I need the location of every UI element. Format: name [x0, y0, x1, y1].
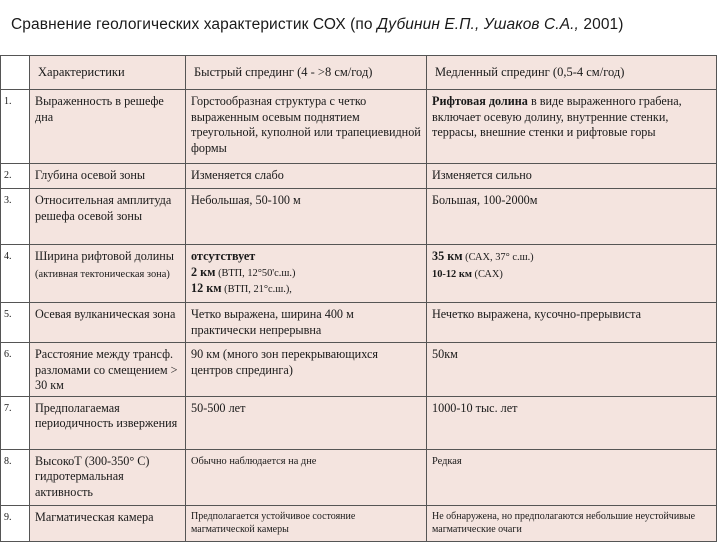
- slow-width-1-note: (САХ, 37° с.ш.): [462, 252, 534, 263]
- row-slow-value: 1000-10 тыс. лет: [427, 396, 717, 449]
- row-characteristic: Глубина осевой зоны: [30, 164, 186, 189]
- comparison-table: [0, 55, 717, 542]
- row-slow-value: Не обнаружена, но предполагаются небольшие неустойчивые магматические очаги: [427, 505, 717, 541]
- row-slow-value: [427, 245, 717, 303]
- row-slow-text: в виде выраженного грабена, включает осевую долину, внутренние стенки, террасы, внешние стенки и рифтовые горы: [432, 94, 682, 139]
- table-row: [1, 189, 717, 245]
- row-number: 8.: [1, 449, 30, 505]
- title-authors: Дубинин Е.П., Ушаков С.А.,: [377, 16, 579, 33]
- row-slow-value: [427, 90, 717, 164]
- header-slow-spreading: Медленный спрединг (0,5-4 см/год): [427, 56, 717, 90]
- fast-width-1: 2 км: [191, 264, 216, 279]
- row-characteristic-main: Ширина рифтовой долины: [35, 249, 174, 263]
- table-header-row: [1, 56, 717, 90]
- row-fast-value: Небольшая, 50-100 м: [186, 189, 427, 245]
- fast-width-1-note: (ВТП, 12°50'с.ш.): [215, 267, 296, 279]
- row-characteristic: Выраженность в решефе дна: [30, 90, 186, 164]
- table-row: [1, 343, 717, 397]
- table-row: [1, 396, 717, 449]
- slow-width-2: 10-12 км: [432, 268, 472, 280]
- title-prefix: Сравнение геологических характеристик СОХ (по: [11, 16, 378, 33]
- row-fast-value: Обычно наблюдается на дне: [186, 449, 427, 505]
- row-characteristic: Предполагаемая периодичность извержения: [30, 396, 186, 449]
- row-number: 3.: [1, 189, 30, 245]
- row-number: 7.: [1, 396, 30, 449]
- row-characteristic: Относительная амплитуда решефа осевой зоны: [30, 189, 186, 245]
- row-number: 2.: [1, 164, 30, 189]
- row-slow-value: Изменяется сильно: [427, 164, 717, 189]
- fast-width-2: 12 км: [191, 281, 222, 295]
- row-fast-value: [186, 245, 427, 303]
- title-year: 2001): [578, 16, 624, 33]
- fast-absent: отсутствует: [191, 249, 256, 263]
- table-row: [1, 164, 717, 189]
- row-characteristic: Магматическая камера: [30, 505, 186, 541]
- row-fast-value: Предполагается устойчивое состояние магматической камеры: [186, 505, 427, 541]
- table-row: [1, 449, 717, 505]
- page-title: [11, 16, 624, 34]
- row-slow-value: Большая, 100-2000м: [427, 189, 717, 245]
- fast-width-2-note: (ВТП, 21°с.ш.),: [221, 284, 292, 295]
- row-slow-value: Нечетко выражена, кусочно-прерывиста: [427, 303, 717, 343]
- row-slow-highlight: Рифтовая долина: [432, 94, 528, 108]
- row-number: 9.: [1, 505, 30, 541]
- row-characteristic: Осевая вулканическая зона: [30, 303, 186, 343]
- header-fast-spreading: Быстрый спрединг (4 - >8 см/год): [186, 56, 427, 90]
- header-num-cell: [1, 56, 30, 90]
- row-number: 4.: [1, 245, 30, 303]
- row-characteristic: ВысокоТ (300-350° С) гидротермальная активность: [30, 449, 186, 505]
- row-fast-value: Изменяется слабо: [186, 164, 427, 189]
- table-row: [1, 90, 717, 164]
- slow-width-1: 35 км: [432, 249, 463, 263]
- row-fast-value: 50-500 лет: [186, 396, 427, 449]
- row-number: 5.: [1, 303, 30, 343]
- row-characteristic-note: (активная тектоническая зона): [35, 268, 170, 280]
- row-fast-value: Горстообразная структура с четко выраженным осевым поднятием треугольной, куполной или трапециевидной формы: [186, 90, 427, 164]
- row-slow-value: 50км: [427, 343, 717, 397]
- table-row: [1, 245, 717, 303]
- header-characteristic: Характеристики: [30, 56, 186, 90]
- row-characteristic: [30, 245, 186, 303]
- row-slow-value: Редкая: [427, 449, 717, 505]
- row-number: 1.: [1, 90, 30, 164]
- row-fast-value: 90 км (много зон перекрывающихся центров спрединга): [186, 343, 427, 397]
- row-characteristic: Расстояние между трансф. разломами со смещением > 30 км: [30, 343, 186, 397]
- slow-width-2-note: (САХ): [471, 268, 503, 280]
- row-fast-value: Четко выражена, ширина 400 м практически непрерывна: [186, 303, 427, 343]
- row-number: 6.: [1, 343, 30, 397]
- table-row: [1, 303, 717, 343]
- table-row: [1, 505, 717, 541]
